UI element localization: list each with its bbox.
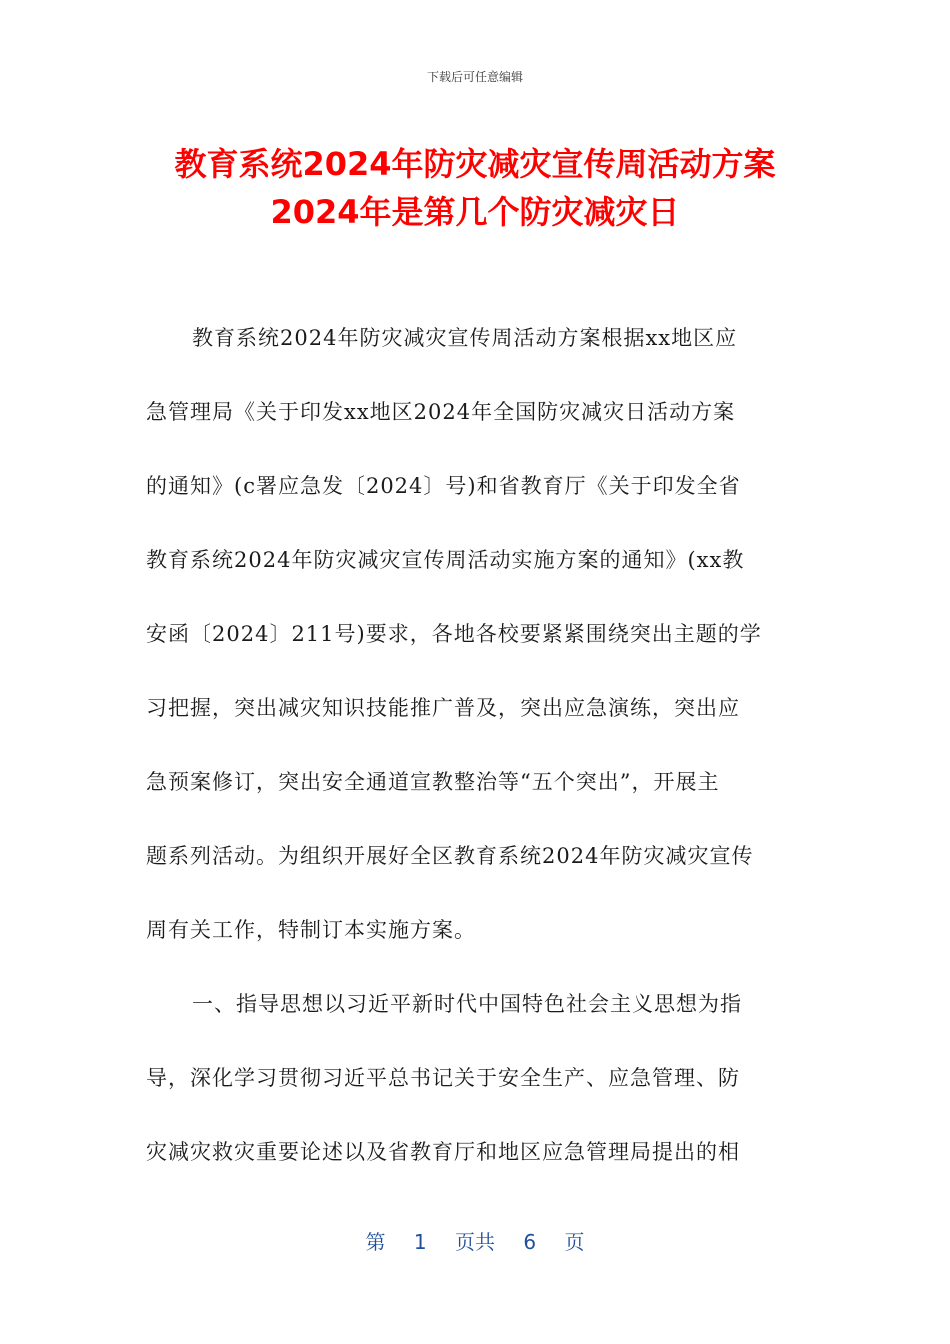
title-line-2: 2024年是第几个防灾减灾日 bbox=[270, 193, 680, 231]
body-line: 急管理局《关于印发xx地区2024年全国防灾减灾日活动方案 bbox=[146, 400, 736, 424]
footer-current-page: 1 bbox=[413, 1230, 427, 1254]
body-line: 的通知》(c署应急发〔2024〕号)和省教育厅《关于印发全省 bbox=[146, 474, 741, 498]
footer-mid: 页共 bbox=[455, 1230, 495, 1254]
header-note: 下载后可任意编辑 bbox=[426, 70, 523, 84]
body-line: 灾减灾救灾重要论述以及省教育厅和地区应急管理局提出的相 bbox=[146, 1140, 740, 1164]
body-line: 教育系统2024年防灾减灾宣传周活动实施方案的通知》(xx教 bbox=[146, 548, 745, 572]
body-line: 一、指导思想以习近平新时代中国特色社会主义思想为指 bbox=[192, 992, 742, 1016]
body-line: 习把握，突出减灾知识技能推广普及，突出应急演练，突出应 bbox=[146, 696, 740, 720]
footer-prefix: 第 bbox=[365, 1230, 386, 1254]
body-line: 导，深化学习贯彻习近平总书记关于安全生产、应急管理、防 bbox=[146, 1066, 740, 1090]
body-line: 教育系统2024年防灾减灾宣传周活动方案根据xx地区应 bbox=[192, 326, 738, 350]
page-footer bbox=[0, 1226, 950, 1255]
footer-suffix: 页 bbox=[564, 1230, 585, 1254]
body-line: 周有关工作，特制订本实施方案。 bbox=[146, 918, 476, 942]
title-line-1: 教育系统2024年防灾减灾宣传周活动方案 bbox=[174, 145, 776, 183]
footer-total-pages: 6 bbox=[523, 1230, 537, 1254]
body-line: 急预案修订，突出安全通道宣教整治等“五个突出”，开展主 bbox=[146, 770, 720, 794]
body-line: 安函〔2024〕211号)要求，各地各校要紧紧围绕突出主题的学 bbox=[146, 622, 762, 646]
document-title bbox=[0, 140, 950, 236]
body-line: 题系列活动。为组织开展好全区教育系统2024年防灾减灾宣传 bbox=[146, 844, 754, 868]
document-body bbox=[146, 320, 806, 1208]
